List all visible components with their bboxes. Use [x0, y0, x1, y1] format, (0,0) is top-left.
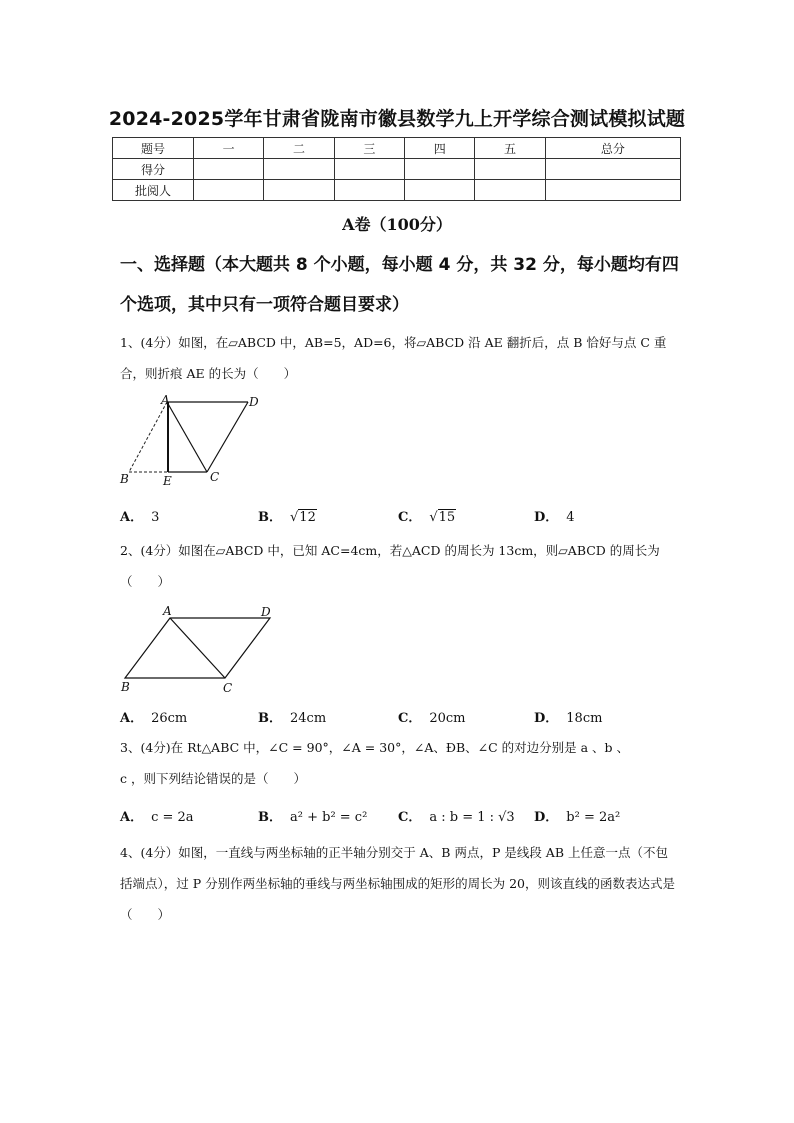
vertex-label: D: [261, 605, 271, 619]
question-2-figure: [115, 600, 280, 695]
question-2-stem: 2、(4分）如图在▱ABCD 中，已知 AC=4cm，若△ACD 的周长为 13cm，则▱ABCD 的周长为（ ）: [120, 543, 660, 589]
option-d[interactable]: D． 4: [534, 510, 575, 525]
option-a[interactable]: A． 26cm: [120, 711, 188, 726]
vertex-label: E: [163, 474, 172, 487]
table-cell: [545, 159, 680, 180]
question-3-stem-line1: 3、(4分)在 Rt△ABC 中，∠C = 90°，∠A = 30°，∠A、ÐB、∠C 的对边分别是 a 、b 、: [120, 740, 630, 755]
option-a[interactable]: A． c = 2a: [120, 810, 194, 825]
vertex-label: C: [223, 681, 233, 695]
vertex-label: A: [163, 604, 172, 618]
diagonal-ac: [170, 618, 225, 678]
table-row: [113, 180, 681, 201]
table-header-cell: 五: [475, 138, 545, 159]
question-1-options: [120, 506, 680, 528]
table-cell: [264, 159, 334, 180]
option-d[interactable]: D． b² = 2a²: [534, 810, 621, 825]
question-1-stem: 1、(4分）如图，在▱ABCD 中，AB=5，AD=6，将▱ABCD 沿 AE 翻折后，点 B 恰好与点 C 重合，则折痕 AE 的长为（ ）: [120, 335, 667, 381]
table-cell: [194, 180, 264, 201]
option-b[interactable]: B． a² + b² = c²: [258, 810, 368, 825]
table-row: [113, 159, 681, 180]
option-a[interactable]: A． 3: [120, 510, 160, 525]
option-d[interactable]: D． 18cm: [534, 711, 603, 726]
table-cell: [545, 180, 680, 201]
question-4-stem: 4、(4分）如图，一直线与两坐标轴的正半轴分别交于 A、B 两点，P 是线段 AB 上任意一点（不包括端点），过 P 分别作两坐标轴的垂线与两坐标轴围成的矩形的周长为 20，则该直线的函数表达式是（ ）: [120, 845, 675, 922]
table-row-label: 批阅人: [113, 180, 194, 201]
vertex-label: C: [210, 470, 220, 484]
table-cell: [405, 180, 475, 201]
option-c[interactable]: C． √15: [398, 510, 456, 525]
option-b[interactable]: B． 24cm: [258, 711, 327, 726]
segment-dc: [207, 402, 248, 472]
table-header-cell: 三: [334, 138, 404, 159]
vertex-label: B: [120, 472, 129, 486]
exam-title: 2024-2025学年甘肃省陇南市徽县数学九上开学综合测试模拟试题: [108, 108, 686, 130]
question-2-options: [120, 707, 680, 729]
table-header-cell: 二: [264, 138, 334, 159]
table-cell: [194, 159, 264, 180]
table-cell: [264, 180, 334, 201]
option-c[interactable]: C． 20cm: [398, 711, 466, 726]
fold-line-ab: [129, 402, 167, 472]
part1-heading: 一、选择题（本大题共 8 个小题，每小题 4 分，共 32 分，每小题均有四个选项，其中只有一项符合题目要求）: [120, 255, 679, 315]
score-table-header-row: [113, 138, 681, 159]
table-cell: [334, 180, 404, 201]
table-header-cell: 一: [194, 138, 264, 159]
question-1-figure: [115, 392, 265, 487]
option-b[interactable]: B． √12: [258, 510, 316, 525]
table-cell: [334, 159, 404, 180]
table-cell: [405, 159, 475, 180]
score-table: [112, 137, 681, 201]
question-3-options: [120, 806, 680, 828]
question-3-stem-line2: c ，则下列结论错误的是（ ）: [120, 771, 306, 786]
section-a-title: A卷（100分）: [342, 215, 452, 234]
table-header-cell: 四: [405, 138, 475, 159]
vertex-label: A: [161, 393, 170, 407]
table-cell: [475, 159, 545, 180]
vertex-label: D: [249, 395, 259, 409]
option-c[interactable]: C． a : b = 1 : √3: [398, 810, 515, 825]
table-row-label: 得分: [113, 159, 194, 180]
table-header-cell: 总分: [545, 138, 680, 159]
table-cell: [475, 180, 545, 201]
table-header-cell: 题号: [113, 138, 194, 159]
vertex-label: B: [121, 680, 130, 694]
segment-ac: [167, 402, 207, 472]
